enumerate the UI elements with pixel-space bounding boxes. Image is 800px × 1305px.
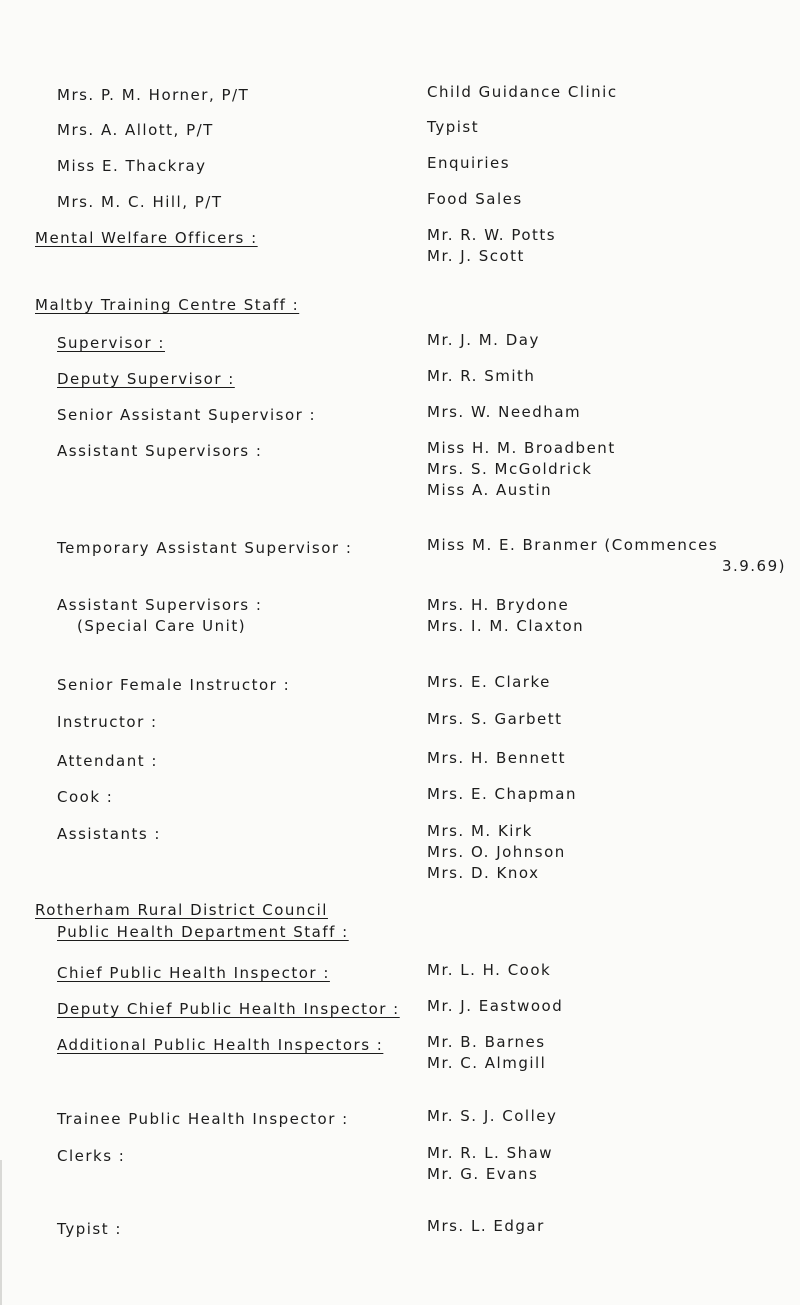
role-label-group [57,595,262,637]
role-label: Additional Public Health Inspectors : [57,1036,384,1054]
person-names [427,821,566,884]
entry-role: Food Sales [427,190,523,208]
person-name: Mrs. E. Clarke [427,673,551,691]
role-sublabel: (Special Care Unit) [77,617,247,635]
role-label: Senior Assistant Supervisor : [57,406,317,424]
person-name: Mrs. H. Brydone [427,596,570,614]
person-name: Mrs. L. Edgar [427,1217,545,1235]
role-label: Deputy Supervisor : [57,370,235,388]
person-name: Miss A. Austin [427,481,553,499]
person-name: Miss M. E. Branmer (Commences [427,536,719,554]
role-label: Supervisor : [57,334,165,352]
person-name: Mrs. E. Chapman [427,785,577,803]
person-name: Mrs. S. Garbett [427,710,563,728]
person-name: Mr. G. Evans [427,1165,539,1183]
role-label: Attendant : [57,752,158,770]
person-name: Mr. L. H. Cook [427,961,552,979]
person-name: Mrs. I. M. Claxton [427,617,585,635]
role-label: Trainee Public Health Inspector : [57,1110,349,1128]
person-name: Mrs. S. McGoldrick [427,460,593,478]
role-label: Deputy Chief Public Health Inspector : [57,1000,400,1018]
section-heading: Maltby Training Centre Staff : [35,296,300,314]
person-name: Miss H. M. Broadbent [427,439,616,457]
person-name: Mrs. O. Johnson [427,843,566,861]
role-label: Assistant Supervisors : [57,442,263,460]
entry-name: Miss E. Thackray [57,157,207,175]
role-label: Temporary Assistant Supervisor : [57,539,353,557]
commencement-date: 3.9.69) [721,557,786,575]
person-name: Mr. R. L. Shaw [427,1144,554,1162]
person-names [427,438,616,501]
person-name: Mrs. M. Kirk [427,822,533,840]
section-label: Mental Welfare Officers : [35,229,258,247]
role-label: Instructor : [57,713,158,731]
person-name: Mr. C. Almgill [427,1054,547,1072]
role-label: Cook : [57,788,114,806]
person-name: Mr. J. Scott [427,247,525,265]
person-name: Mr. J. Eastwood [427,997,564,1015]
role-label: Clerks : [57,1147,126,1165]
entry-name: Mrs. P. M. Horner, P/T [57,86,250,104]
entry-names [427,225,556,267]
person-names [427,1032,546,1074]
entry-role: Enquiries [427,154,511,172]
person-name: Mr. R. W. Potts [427,226,557,244]
person-names [427,1143,553,1185]
entry-name: Mrs. A. Allott, P/T [57,121,214,139]
person-name: Mr. R. Smith [427,367,536,385]
person-names [427,535,793,577]
person-name: Mrs. D. Knox [427,864,540,882]
person-name: Mrs. H. Bennett [427,749,567,767]
entry-role: Typist [427,118,480,136]
entry-name: Mrs. M. C. Hill, P/T [57,193,223,211]
scan-edge [0,1160,2,1305]
person-names [427,595,584,637]
section-subheading: Public Health Department Staff : [57,923,349,941]
role-label: Assistants : [57,825,161,843]
section-heading: Rotherham Rural District Council [35,901,328,919]
person-name: Mr. B. Barnes [427,1033,546,1051]
entry-role: Child Guidance Clinic [427,83,618,101]
person-name: Mr. S. J. Colley [427,1107,558,1125]
person-name: Mrs. W. Needham [427,403,582,421]
role-label: Chief Public Health Inspector : [57,964,330,982]
role-label: Senior Female Instructor : [57,676,291,694]
role-label: Assistant Supervisors : [57,596,263,614]
person-name: Mr. J. M. Day [427,331,540,349]
role-label: Typist : [57,1220,122,1238]
